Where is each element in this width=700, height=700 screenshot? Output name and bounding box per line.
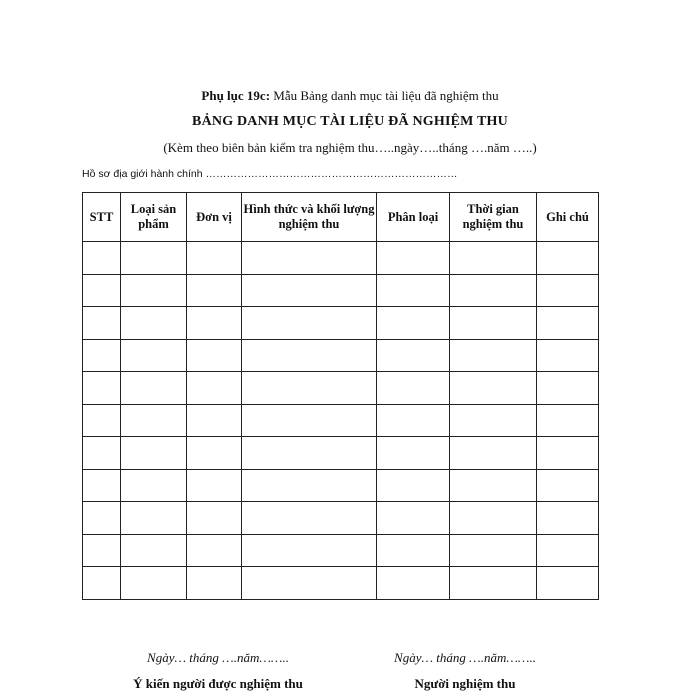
table-cell xyxy=(450,502,537,535)
table-cell xyxy=(121,274,187,307)
table-cell xyxy=(83,437,121,470)
appendix-line xyxy=(0,88,700,104)
table-cell xyxy=(450,339,537,372)
table-cell xyxy=(83,372,121,405)
table-cell xyxy=(242,242,377,275)
column-header: Phân loại xyxy=(377,193,450,242)
table-body xyxy=(83,242,599,600)
table-cell xyxy=(121,469,187,502)
table-cell xyxy=(187,307,242,340)
table-cell xyxy=(242,372,377,405)
column-header: Đơn vị xyxy=(187,193,242,242)
table-cell xyxy=(377,372,450,405)
signature-block-left xyxy=(108,650,328,692)
table-cell xyxy=(242,274,377,307)
table-cell xyxy=(242,404,377,437)
table-row xyxy=(83,502,599,535)
column-header: Loại sản phẩm xyxy=(121,193,187,242)
table-cell xyxy=(83,469,121,502)
table-cell xyxy=(121,437,187,470)
table-cell xyxy=(187,437,242,470)
signature-role-right: Người nghiệm thu xyxy=(414,676,516,691)
table-cell xyxy=(450,274,537,307)
table-cell xyxy=(377,437,450,470)
table-cell xyxy=(537,502,599,535)
table-row xyxy=(83,567,599,600)
table-cell xyxy=(187,534,242,567)
table-cell xyxy=(537,339,599,372)
appendix-label: Phụ lục 19c: xyxy=(201,88,271,103)
table-cell xyxy=(242,502,377,535)
table-cell xyxy=(242,534,377,567)
table-cell xyxy=(187,469,242,502)
table-row xyxy=(83,274,599,307)
table-row xyxy=(83,372,599,405)
table-cell xyxy=(121,567,187,600)
table-cell xyxy=(187,404,242,437)
table-cell xyxy=(187,502,242,535)
table-header-row xyxy=(83,193,599,242)
table-row xyxy=(83,404,599,437)
table-cell xyxy=(83,404,121,437)
table-row xyxy=(83,339,599,372)
table-cell xyxy=(377,242,450,275)
table-cell xyxy=(242,307,377,340)
table-cell xyxy=(83,242,121,275)
table-row xyxy=(83,242,599,275)
table-cell xyxy=(83,307,121,340)
signature-role-left: Ý kiến người được nghiệm thu xyxy=(133,676,303,691)
column-header: Hình thức và khối lượng nghiệm thu xyxy=(242,193,377,242)
table-cell xyxy=(537,242,599,275)
table-cell xyxy=(121,307,187,340)
document-title: BẢNG DANH MỤC TÀI LIỆU ĐÃ NGHIỆM THU xyxy=(192,114,508,129)
table-cell xyxy=(242,469,377,502)
signature-block-right xyxy=(355,650,575,692)
table-cell xyxy=(450,307,537,340)
table-cell xyxy=(377,567,450,600)
column-header: STT xyxy=(83,193,121,242)
table-cell xyxy=(187,567,242,600)
signature-date-left: Ngày… tháng ….năm…….. xyxy=(147,650,289,665)
table-cell xyxy=(121,242,187,275)
table-cell xyxy=(187,339,242,372)
table-cell xyxy=(83,274,121,307)
table-cell xyxy=(83,567,121,600)
table-row xyxy=(83,307,599,340)
table-cell xyxy=(377,307,450,340)
catalog-table xyxy=(82,192,599,600)
document-subtitle: (Kèm theo biên bản kiểm tra nghiệm thu…..ngày…..tháng ….năm …..) xyxy=(163,140,537,155)
table-cell xyxy=(377,404,450,437)
table-cell xyxy=(121,534,187,567)
table-row xyxy=(83,437,599,470)
table-cell xyxy=(450,567,537,600)
signature-date-right: Ngày… tháng ….năm…….. xyxy=(394,650,536,665)
table-cell xyxy=(537,469,599,502)
table-cell xyxy=(450,372,537,405)
table-cell xyxy=(377,534,450,567)
table-cell xyxy=(537,567,599,600)
table-cell xyxy=(537,437,599,470)
table-cell xyxy=(377,469,450,502)
table-cell xyxy=(537,404,599,437)
table-cell xyxy=(83,534,121,567)
dossier-line: Hồ sơ địa giới hành chính ……………………………………………………………… xyxy=(82,168,458,180)
table-cell xyxy=(121,372,187,405)
table-cell xyxy=(537,372,599,405)
table-cell xyxy=(377,339,450,372)
table-cell xyxy=(83,339,121,372)
table-cell xyxy=(187,372,242,405)
table-cell xyxy=(242,437,377,470)
column-header: Ghi chú xyxy=(537,193,599,242)
table-cell xyxy=(450,437,537,470)
table-cell xyxy=(121,502,187,535)
table-cell xyxy=(121,339,187,372)
table-cell xyxy=(537,307,599,340)
table-cell xyxy=(377,502,450,535)
table-cell xyxy=(450,242,537,275)
table-row xyxy=(83,469,599,502)
table-cell xyxy=(242,567,377,600)
table-cell xyxy=(187,274,242,307)
table-cell xyxy=(187,242,242,275)
table-cell xyxy=(83,502,121,535)
table-cell xyxy=(537,534,599,567)
table-cell xyxy=(450,404,537,437)
appendix-text: Mẫu Bảng danh mục tài liệu đã nghiệm thu xyxy=(270,88,499,103)
column-header: Thời gian nghiệm thu xyxy=(450,193,537,242)
table-cell xyxy=(242,339,377,372)
table-row xyxy=(83,534,599,567)
table-cell xyxy=(121,404,187,437)
table-cell xyxy=(537,274,599,307)
table-cell xyxy=(377,274,450,307)
table-cell xyxy=(450,534,537,567)
table-cell xyxy=(450,469,537,502)
